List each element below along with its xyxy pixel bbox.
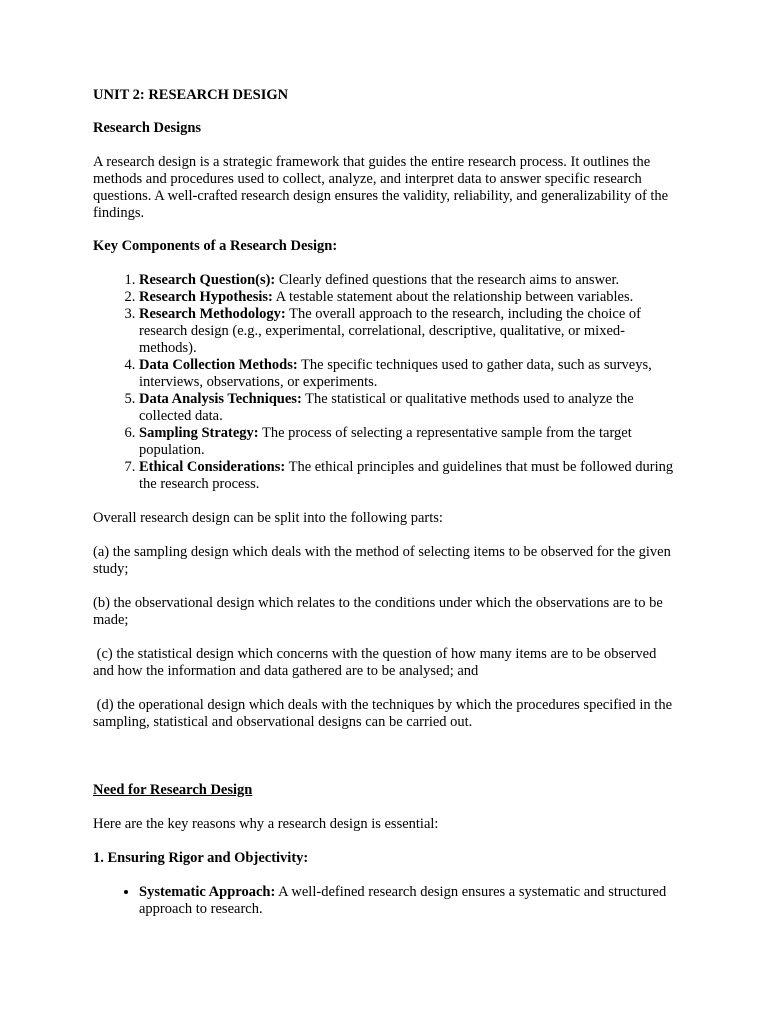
part-a: (a) the sampling design which deals with the method of selecting items to be observed for the given study; xyxy=(93,544,671,577)
rigor-heading: 1. Ensuring Rigor and Objectivity: xyxy=(93,850,309,866)
list-item: 6. Sampling Strategy: The process of selecting a representative sample from the target population. xyxy=(139,425,678,459)
part-c: (c) the statistical design which concerns with the question of how many items are to be observed and how the information and data gathered are to be analysed; and xyxy=(93,646,660,679)
intro-paragraph: A research design is a strategic framework that guides the entire research process. It outlines the methods and procedures used to collect, analyze, and interpret data to answer specific research questions. A well-crafted research design ensures the validity, reliability, and generalizability of the findings. xyxy=(93,154,669,221)
list-item: 3. Research Methodology: The overall approach to the research, including the choice of research design (e.g., experimental, correlational, descriptive, qualitative, or mixed-methods). xyxy=(139,306,678,357)
components-list xyxy=(93,272,678,493)
rigor-bullets xyxy=(93,884,678,918)
part-b: (b) the observational design which relates to the conditions under which the observations are to be made; xyxy=(93,595,663,628)
list-item: 4. Data Collection Methods: The specific techniques used to gather data, such as surveys, interviews, observations, or experiments. xyxy=(139,357,678,391)
need-intro: Here are the key reasons why a research design is essential: xyxy=(93,816,439,832)
list-item: • Systematic Approach: A well-defined research design ensures a systematic and structured approach to research. xyxy=(139,884,678,918)
list-item: 1. Research Question(s): Clearly defined questions that the research aims to answer. xyxy=(139,272,678,289)
part-d: (d) the operational design which deals with the techniques by which the procedures specified in the sampling, statistical and observational designs can be carried out. xyxy=(93,697,676,730)
unit-title: UNIT 2: RESEARCH DESIGN xyxy=(93,87,289,103)
list-item: 5. Data Analysis Techniques: The statistical or qualitative methods used to analyze the collected data. xyxy=(139,391,678,425)
key-components-heading: Key Components of a Research Design: xyxy=(93,238,338,254)
list-item: 7. Ethical Considerations: The ethical principles and guidelines that must be followed during the research process. xyxy=(139,459,678,493)
document-page xyxy=(93,87,678,918)
parts-intro: Overall research design can be split into the following parts: xyxy=(93,510,443,526)
list-item: 2. Research Hypothesis: A testable statement about the relationship between variables. xyxy=(139,289,678,306)
need-heading: Need for Research Design xyxy=(93,782,253,798)
research-designs-heading: Research Designs xyxy=(93,120,202,136)
